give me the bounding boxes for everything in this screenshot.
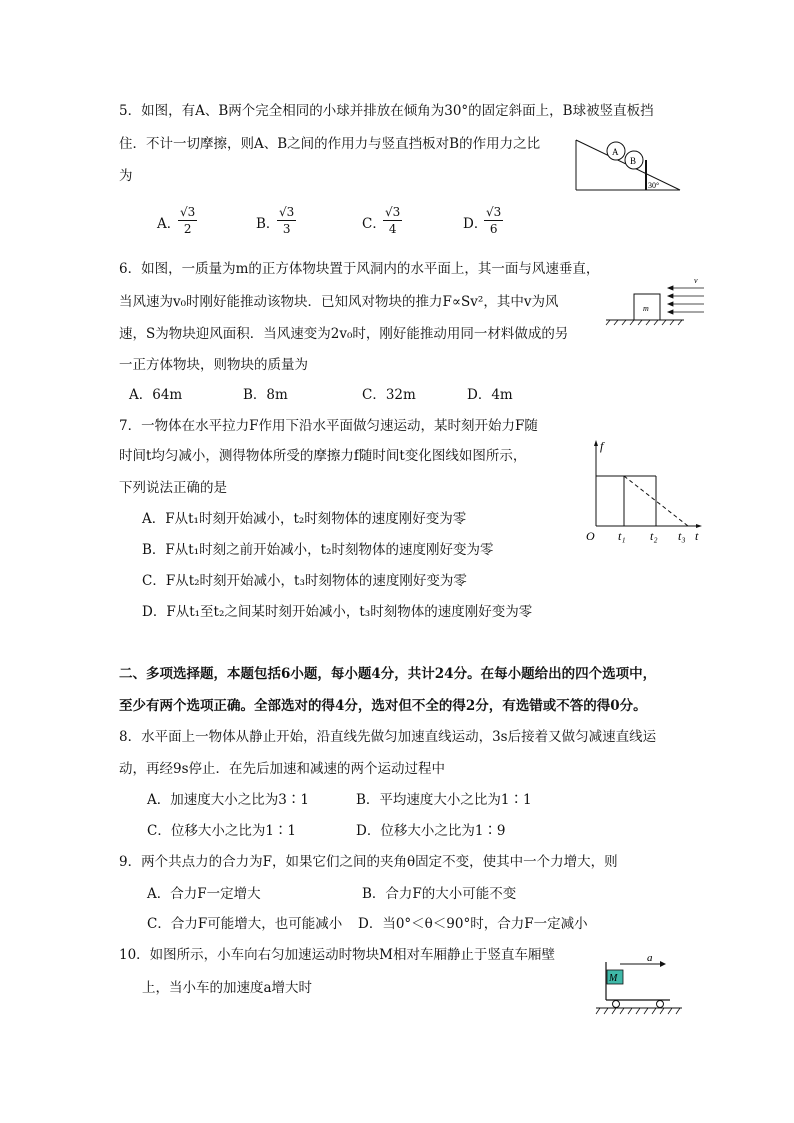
section2-line1: 二、多项选择题，本题包括6小题，每小题4分，共计24分。在每小题给出的四个选项中，: [119, 666, 657, 682]
ball-a-label: A: [612, 147, 619, 157]
ball-b-label: B: [630, 156, 637, 166]
q7-option-b: B．F从t₁时刻之前开始减小，t₂时刻物体的速度刚好变为零: [142, 542, 494, 558]
friction-time-graph: [582, 436, 706, 548]
q8-line1: 8．水平面上一物体从静止开始，沿直线先做匀加速直线运动，3s后接着又做匀减速直线运: [119, 729, 657, 745]
block-m-label: m: [643, 304, 649, 313]
q7-option-a: A．F从t₁时刻开始减小，t₂时刻物体的速度刚好变为零: [142, 511, 467, 527]
t3-label: t₃: [678, 529, 686, 543]
q7-line1: 7．一物体在水平拉力F作用下沿水平面做匀速运动，某时刻开始力F随: [119, 418, 538, 434]
wind-tunnel-figure: [604, 274, 708, 326]
q6-line2: 当风速为v₀时刚好能推动该物块．已知风对物块的推力F∝Sv²，其中v为风: [119, 294, 559, 310]
q8-option-a: A．加速度大小之比为3∶1: [147, 792, 309, 808]
accel-a-label: a: [647, 952, 653, 964]
q6-option-c: C．32m: [362, 387, 416, 403]
q5-line2: 住．不计一切摩擦，则A、B之间的作用力与竖直挡板对B的作用力之比: [119, 136, 541, 152]
q8-option-d: D．位移大小之比为1∶9: [356, 823, 506, 839]
t1-label: t₁: [618, 529, 626, 543]
q6-option-d: D．4m: [467, 387, 513, 403]
angle-label: 30°: [648, 181, 660, 190]
q6-option-b: B．8m: [243, 387, 288, 403]
q7-line3: 下列说法正确的是: [119, 480, 227, 496]
cart-figure: [592, 950, 684, 1020]
q5-line1: 5．如图，有A、B两个完全相同的小球并排放在倾角为30°的固定斜面上，B球被竖直板挡: [119, 103, 654, 119]
q5-line3: 为: [119, 168, 133, 184]
t2-label: t₂: [650, 529, 658, 543]
q9-line1: 9．两个共点力的合力为F，如果它们之间的夹角θ固定不变，使其中一个力增大，则: [119, 854, 618, 870]
cart-wheel: [657, 1001, 664, 1008]
q5-option-c-frac: $\frac{√3}{4}$: [385, 205, 401, 236]
q10-line1: 10．如图所示，小车向右匀加速运动时物块M相对车厢静止于竖直车厢壁: [119, 947, 556, 963]
q10-line2: 上，当小车的加速度a增大时: [142, 980, 313, 996]
wind-v-label: v: [694, 276, 698, 285]
q8-option-b: B．平均速度大小之比为1∶1: [356, 792, 532, 808]
t-axis-label: t: [695, 529, 699, 543]
q6-option-a: A．64m: [129, 387, 183, 403]
cart-wheel: [613, 1001, 620, 1008]
section2-line2: 至少有两个选项正确。全部选对的得4分，选对但不全的得2分，有选错或不答的得0分。: [119, 698, 647, 714]
q6-line4: 一正方体物块，则物块的质量为: [119, 357, 308, 373]
q6-line1: 6．如图，一质量为m的正方体物块置于风洞内的水平面上，其一面与风速垂直，: [119, 261, 600, 277]
q7-line2: 时间t均匀减小，测得物体所受的摩擦力f随时间t变化图线如图所示，: [119, 448, 527, 464]
q5-option-a-frac: $\frac{√3}{2}$: [180, 205, 196, 236]
q5-option-d-frac: $\frac{√3}{6}$: [486, 205, 502, 236]
f-axis-label: f: [600, 439, 604, 453]
q9-option-b: B．合力F的大小可能不变: [362, 886, 517, 902]
q5-option-b-label: B．: [256, 216, 280, 232]
incline-figure: [572, 132, 684, 196]
q9-option-d: D．当0°＜θ＜90°时，合力F一定减小: [358, 916, 588, 932]
q9-option-a: A．合力F一定增大: [147, 886, 261, 902]
q5-option-a-label: A．: [157, 216, 181, 232]
q7-option-d: D．F从t₁至t₂之间某时刻开始减小，t₃时刻物体的速度刚好变为零: [142, 604, 533, 620]
q5-option-b-frac: $\frac{√3}{3}$: [279, 205, 295, 236]
q5-option-c-label: C．: [362, 216, 386, 232]
q9-option-c: C．合力F可能增大，也可能减小: [147, 916, 343, 932]
q8-option-c: C．位移大小之比为1∶1: [147, 823, 297, 839]
q8-line2: 动，再经9s停止．在先后加速和减速的两个运动过程中: [119, 761, 446, 777]
block-M-label: M: [609, 973, 618, 984]
q7-option-c: C．F从t₂时刻开始减小，t₃时刻物体的速度刚好变为零: [142, 573, 467, 589]
q6-line3: 速，S为物块迎风面积．当风速变为2v₀时，刚好能推动用同一材料做成的另: [119, 326, 569, 342]
q5-option-d-label: D．: [463, 216, 488, 232]
origin-label: O: [586, 529, 595, 543]
